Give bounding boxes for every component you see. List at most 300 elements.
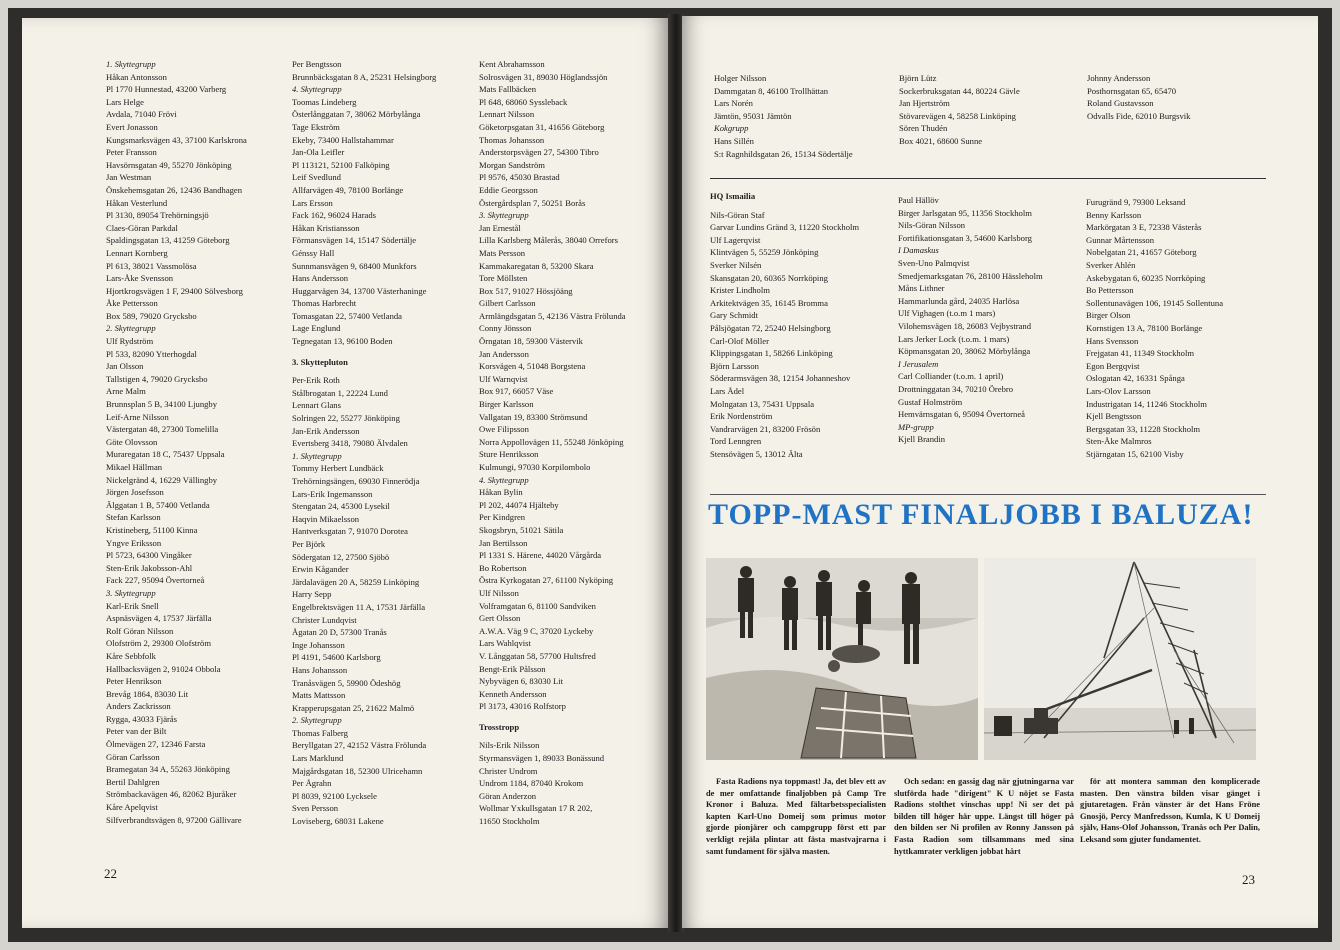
directory-entry: [292, 802, 472, 827]
entry-name: Christer Undrom: [479, 765, 538, 776]
entry-name: Sten-Erik Jakobsson-Ahl: [106, 562, 193, 573]
entry-name: Lennart Kornberg: [106, 247, 168, 258]
directory-entry: [292, 614, 472, 639]
entry-address: Söderarmsvägen 38, 12154 Johanneshov: [710, 373, 851, 384]
entry-address: Brevåg 1864, 83030 Lit: [106, 688, 189, 699]
entry-address: Pl 613, 38021 Vassmolösa: [106, 260, 197, 271]
directory-entry: [479, 247, 664, 272]
entry-address: Tegnegatan 13, 96100 Boden: [292, 336, 393, 347]
entry-address: Huggarvägen 34, 13700 Västerhaninge: [292, 285, 427, 296]
entry-name: Lars Helge: [106, 96, 144, 107]
directory-entry: [479, 790, 664, 815]
entry-address: Kammakaregatan 8, 53200 Skara: [479, 260, 594, 271]
directory-entry: [710, 259, 890, 284]
caption-text-3: för att montera samman den komplicerade masten. Den vänstra bilden visar gänget i gjutaretagen. Från vänster är det Hans Fröne Gnosjö, Percy Manfredsson, Kumla, K U Domeij själv, Hans-Olof Johansson, Tranås och Per Dalin, Leksand som gjuter fundamentet.: [1080, 777, 1260, 844]
directory-entry: [292, 488, 472, 513]
entry-address: Östra Kyrkogatan 27, 61100 Nyköping: [479, 575, 614, 586]
directory-entry: [292, 462, 472, 487]
caption-column-1: [706, 776, 886, 857]
group-heading: 2. Skyttegrupp: [292, 715, 342, 726]
entry-address: Avdala, 71040 Frövi: [106, 109, 177, 120]
entry-address: Klippingsgatan 1, 58266 Linköping: [710, 348, 833, 359]
entry-name: Håkan Kristiansson: [292, 222, 360, 233]
entry-address: Älggatan 1 B, 57400 Vetlanda: [106, 499, 210, 510]
entry-address: Skogsbryn, 51021 Sätila: [479, 524, 564, 535]
directory-entry: [292, 752, 472, 777]
entry-name: Stefan Karlsson: [106, 512, 161, 523]
entry-address: Stensövägen 5, 13012 Älta: [710, 448, 803, 459]
entry-address: Kristineberg, 51100 Kinna: [106, 524, 198, 535]
entry-name: Gustaf Holmström: [898, 396, 963, 407]
entry-name: Egon Bergqvist: [1086, 360, 1140, 371]
entry-name: Mats Persson: [479, 247, 526, 258]
directory-entry: [1086, 360, 1268, 385]
entry-name: Gunnar Mårtensson: [1086, 234, 1155, 245]
entry-name: Inge Johansson: [292, 639, 345, 650]
entry-address: Fack 162, 96024 Harads: [292, 210, 377, 221]
entry-address: Östergårdsplan 7, 50251 Borås: [479, 197, 586, 208]
entry-address: Skansgatan 20, 60365 Norrköping: [710, 272, 828, 283]
entry-address: Hallbacksvägen 2, 91024 Obbola: [106, 663, 221, 674]
group-heading: I Jerusalem: [898, 358, 939, 369]
entry-name: Håkan Bylin: [479, 487, 523, 498]
entry-name: Christer Lundqvist: [292, 614, 357, 625]
entry-address: Brunnsplan 5 B, 34100 Ljungby: [106, 399, 218, 410]
entry-address: Drottninggatan 34, 70210 Örebro: [898, 383, 1014, 394]
entry-name: Furugränd 9, 79300 Leksand: [1086, 197, 1186, 207]
entry-name: Sören Thudén: [899, 123, 948, 134]
entry-name: Lars Wahlqvist: [479, 638, 531, 649]
directory-entry: [899, 97, 1079, 122]
directory-entry: [710, 335, 890, 360]
caption-column-2: [894, 776, 1074, 857]
directory-entry: [1086, 435, 1268, 460]
directory-entry: [479, 423, 664, 448]
entry-address: Solrosvägen 31, 89030 Höglandssjön: [479, 71, 608, 82]
entry-name: Kjell Brandin: [898, 434, 946, 445]
entry-address: Fack 227, 95094 Övertorneå: [106, 575, 205, 586]
entry-address: Markörgatan 3 E, 72338 Västerås: [1086, 222, 1202, 233]
right-top-column-3: [1087, 72, 1267, 122]
entry-address: Hammarlunda gård, 24035 Harlösa: [898, 295, 1020, 306]
entry-address: Hjortkrogsvägen 1 F, 29400 Sölvesborg: [106, 285, 243, 296]
entry-address: Pl 8039, 92100 Lycksele: [292, 790, 377, 801]
directory-entry: [106, 71, 276, 96]
entry-name: Yngve Eriksson: [106, 537, 162, 548]
directory-entry: [106, 385, 276, 410]
directory-entry: [479, 159, 664, 184]
directory-entry: [292, 146, 472, 171]
entry-address: Arkitektvägen 35, 16145 Bromma: [710, 297, 828, 308]
entry-address: Brunnbäcksgatan 8 A, 25231 Helsingborg: [292, 71, 437, 82]
directory-entry: [479, 58, 664, 83]
entry-name: Göran Anderzon: [479, 790, 537, 801]
directory-entry: [898, 219, 1078, 244]
directory-entry: [898, 433, 1078, 446]
entry-name: Ulf Rydström: [106, 336, 154, 347]
entry-address: Oslogatan 42, 16331 Spånga: [1086, 373, 1185, 384]
entry-address: Vandrarvägen 21, 83200 Frösön: [710, 423, 821, 434]
entry-name: Håkan Antonsson: [106, 71, 167, 82]
section-heading: 3. Skyttepluton: [292, 356, 348, 367]
entry-address: Pl 202, 44074 Hjälteby: [479, 499, 559, 510]
entry-name: Jörgen Josefsson: [106, 487, 164, 498]
directory-entry: [479, 511, 664, 536]
group-heading: I Damaskus: [898, 245, 939, 256]
directory-entry: [292, 588, 472, 613]
entry-address: Förmansvägen 14, 15147 Södertälje: [292, 235, 417, 246]
entry-address: Garvar Lundins Gränd 3, 11220 Stockholm: [710, 222, 860, 233]
entry-address: Hantverksgatan 7, 91070 Dorotea: [292, 526, 408, 537]
entry-name: Lennart Glans: [292, 400, 341, 411]
group-heading: 1. Skyttegrupp: [106, 59, 156, 69]
entry-address: Box 4021, 68600 Sunne: [899, 135, 983, 146]
entry-address: Askebygatan 6, 60235 Norrköping: [1086, 272, 1206, 283]
entry-address: Västergatan 48, 27300 Tomelilla: [106, 424, 219, 435]
entry-address: Stjärngatan 15, 62100 Visby: [1086, 448, 1184, 459]
entry-address: Solringen 22, 55277 Jönköping: [292, 413, 400, 424]
entry-name: Roland Gustavsson: [1087, 98, 1154, 109]
section-heading: Trosstropp: [479, 721, 520, 732]
hq-column-2: [898, 194, 1078, 446]
entry-address: Styrmansvägen 1, 89033 Bonässund: [479, 753, 605, 764]
entry-name: Nils-Erik Nilsson: [479, 740, 540, 751]
entry-name: Hans Andersson: [292, 273, 349, 284]
entry-name: Carl-Olof Möller: [710, 335, 769, 346]
entry-name: Claes-Göran Parkdal: [106, 222, 178, 233]
directory-entry: [710, 284, 890, 309]
directory-entry: [479, 83, 664, 108]
entry-name: Lars Marklund: [292, 753, 344, 764]
entry-name: Peter Fransson: [106, 147, 157, 158]
entry-name: Matts Mattsson: [292, 690, 346, 701]
entry-address: Sunnmansvägen 9, 68400 Munkfors: [292, 260, 417, 271]
entry-name: Jan Bertilsson: [479, 537, 528, 548]
entry-name: Tommy Herbert Lundbäck: [292, 463, 384, 474]
entry-name: Björn Larsson: [710, 360, 759, 371]
entry-name: Kåre Sebbfolk: [106, 650, 156, 661]
entry-address: Anderstorpsvägen 27, 54300 Tibro: [479, 147, 599, 158]
entry-name: Birger Olson: [1086, 310, 1131, 321]
entry-address: Järdalavägen 20 A, 58259 Linköping: [292, 576, 420, 587]
entry-name: Leif Svedlund: [292, 172, 341, 183]
entry-address: Frejgatan 41, 11349 Stockholm: [1086, 348, 1195, 359]
entry-name: Per-Erik Roth: [292, 375, 340, 386]
entry-name: Peter Henrikson: [106, 676, 162, 687]
entry-name: Håkan Vesterlund: [106, 197, 168, 208]
directory-entry: [106, 335, 276, 360]
entry-address: Box 589, 79020 Grycksbo: [106, 310, 197, 321]
entry-address: V. Långgatan 58, 57700 Hultsfred: [479, 650, 596, 661]
entry-address: Spaldingsgatan 13, 41259 Göteborg: [106, 235, 230, 246]
directory-entry: [479, 815, 664, 828]
entry-name: Harry Sepp: [292, 589, 332, 600]
directory-entry: [106, 272, 276, 297]
entry-name: Lars Norén: [714, 98, 753, 109]
directory-entry: [479, 272, 664, 297]
left-column-3: [479, 58, 664, 828]
directory-entry: [710, 385, 890, 410]
directory-entry: [106, 461, 276, 486]
entry-name: Bo Pettersson: [1086, 285, 1134, 296]
entry-address: Jämtön, 95031 Jämtön: [714, 110, 792, 121]
entry-address: Tallstigen 4, 79020 Grycksbo: [106, 373, 208, 384]
entry-name: Arne Malm: [106, 386, 146, 397]
directory-entry: [899, 72, 1079, 97]
entry-address: Bramegatan 34 A, 55263 Jönköping: [106, 764, 230, 775]
entry-name: Per Björk: [292, 538, 326, 549]
entry-name: Jan Ernestål: [479, 222, 521, 233]
entry-address: Hemvärnsgatan 6, 95094 Övertorneå: [898, 409, 1025, 420]
entry-name: Mikael Hällman: [106, 462, 163, 472]
entry-name: Génssy Hall: [292, 247, 335, 258]
entry-address: A.W.A. Väg 9 C, 37020 Lyckeby: [479, 625, 594, 636]
entry-address: Södergatan 12, 27500 Sjöbö: [292, 551, 390, 562]
entry-address: Odvalls Fide, 62010 Burgsvik: [1087, 110, 1191, 121]
directory-entry: [106, 725, 276, 750]
entry-name: Bengt-Erik Pålsson: [479, 663, 546, 674]
entry-address: Box 517, 91027 Hössjöäng: [479, 285, 573, 296]
entry-address: Göketorpsgatan 31, 41656 Göteborg: [479, 121, 605, 132]
directory-entry: [292, 399, 472, 424]
entry-name: Göran Carlsson: [106, 751, 160, 762]
entry-address: Vallgatan 19, 83300 Strömsund: [479, 411, 588, 422]
directory-entry: [292, 297, 472, 322]
entry-address: 11650 Stockholm: [479, 816, 540, 827]
caption-column-3: [1080, 776, 1260, 846]
directory-entry: [479, 612, 664, 637]
entry-name: Jan Andersson: [479, 348, 529, 359]
entry-name: Krister Lindholm: [710, 285, 770, 296]
entry-address: Rygga, 43033 Fjärås: [106, 713, 178, 724]
entry-address: Dammgatan 8, 46100 Trollhättan: [714, 85, 829, 96]
entry-address: Norra Appollovägen 11, 55248 Jönköping: [479, 436, 624, 447]
directory-entry: [1086, 335, 1268, 360]
directory-entry: [292, 727, 472, 752]
group-heading: 2. Skyttegrupp: [106, 323, 156, 334]
directory-entry: [1086, 385, 1268, 410]
directory-entry: [898, 307, 1078, 332]
entry-address: Kungsmarksvägen 43, 37100 Karlskrona: [106, 134, 247, 145]
directory-entry: [292, 639, 472, 664]
directory-entry: [292, 322, 472, 347]
directory-entry: [479, 322, 664, 347]
directory-entry: [106, 360, 276, 385]
entry-name: Lage Englund: [292, 323, 341, 334]
entry-name: Thomas Harbrecht: [292, 298, 357, 309]
entry-name: Sture Henriksson: [479, 449, 539, 460]
directory-entry: [898, 257, 1078, 282]
directory-entry: [479, 348, 664, 373]
entry-address: Box 917, 66057 Väse: [479, 386, 554, 397]
directory-entry: [710, 435, 890, 460]
entry-address: Tranåsvägen 5, 59900 Ödeshög: [292, 677, 401, 688]
entry-name: Per Ågrahn: [292, 778, 332, 789]
entry-name: Lars-Olov Larsson: [1086, 385, 1151, 396]
entry-address: Majgårdsgatan 18, 52300 Ulricehamn: [292, 765, 423, 776]
directory-entry: [710, 234, 890, 259]
entry-name: Sven-Uno Palmqvist: [898, 257, 970, 268]
directory-entry: [479, 448, 664, 473]
entry-name: Paul Hällöv: [898, 195, 939, 205]
entry-name: Lars-Åke Svensson: [106, 273, 174, 284]
entry-address: Industrigatan 14, 11246 Stockholm: [1086, 398, 1207, 409]
entry-name: Tord Lenngren: [710, 436, 762, 447]
entry-name: Sverker Ahlén: [1086, 259, 1136, 270]
entry-name: Jan Westman: [106, 172, 152, 183]
entry-address: Trehörningsängen, 69030 Finnerödja: [292, 476, 420, 486]
directory-entry: [714, 97, 894, 122]
entry-address: Sockerbruksgatan 44, 80224 Gävle: [899, 85, 1020, 96]
entry-address: Havsörnsgatan 49, 55270 Jönköping: [106, 159, 232, 170]
entry-name: Gilbert Carlsson: [479, 298, 536, 309]
entry-address: Bergsgatan 33, 11228 Stockholm: [1086, 423, 1201, 434]
entry-name: Gary Schmidt: [710, 310, 758, 321]
entry-address: Stengatan 24, 45300 Lysekil: [292, 501, 390, 512]
directory-entry: [479, 108, 664, 133]
group-heading: 4. Skyttegrupp: [292, 84, 342, 95]
entry-name: Johnny Andersson: [1087, 73, 1151, 83]
directory-entry: [479, 184, 664, 209]
entry-address: Ölmevägen 27, 12346 Farsta: [106, 739, 206, 750]
entry-address: Klintvägen 5, 55259 Jönköping: [710, 247, 819, 258]
directory-entry: [106, 171, 276, 196]
directory-entry: [106, 801, 276, 826]
entry-address: Kulmungi, 97030 Korpilombolo: [479, 462, 591, 472]
entry-name: Nils-Göran Staf: [710, 209, 765, 220]
directory-entry: [106, 436, 276, 461]
entry-name: Jan-Erik Andersson: [292, 425, 360, 436]
directory-entry: [1086, 309, 1268, 334]
entry-address: Österlånggatan 7, 38062 Mörbylånga: [292, 109, 421, 120]
directory-entry: [1086, 196, 1268, 209]
directory-entry: [292, 563, 472, 588]
entry-address: Ågatan 20 D, 57300 Tranås: [292, 627, 387, 638]
left-column-1: [106, 58, 276, 826]
group-heading: 3. Skyttegrupp: [479, 210, 529, 221]
directory-entry: [710, 209, 890, 234]
directory-entry: [710, 309, 890, 334]
directory-entry: [292, 171, 472, 196]
directory-entry: [106, 776, 276, 801]
directory-entry: [106, 222, 276, 247]
entry-address: Engelbrektsvägen 11 A, 17531 Järfälla: [292, 601, 426, 612]
directory-entry: [106, 121, 276, 146]
entry-name: Tage Ekström: [292, 121, 340, 132]
directory-entry: [479, 562, 664, 587]
entry-address: Önskehemsgatan 26, 12436 Bandhagen: [106, 184, 243, 195]
directory-entry: [479, 739, 664, 764]
entry-name: Tore Möllsten: [479, 273, 528, 284]
directory-entry: [292, 425, 472, 450]
directory-entry: [1087, 97, 1267, 122]
entry-address: Evertsberg 3418, 79080 Älvdalen: [292, 438, 408, 449]
entry-address: Pl 3173, 43016 Rolfstorp: [479, 701, 566, 712]
directory-entry: [106, 675, 276, 700]
directory-entry: [106, 96, 276, 121]
directory-entry: [1086, 259, 1268, 284]
directory-entry: [106, 625, 276, 650]
entry-name: Holger Nilsson: [714, 73, 767, 83]
entry-address: Krapperupsgatan 25, 21622 Malmö: [292, 702, 415, 713]
entry-name: Kåre Apelqvist: [106, 802, 158, 813]
directory-entry: [1086, 234, 1268, 259]
directory-entry: [292, 689, 472, 714]
entry-name: Conny Jönsson: [479, 323, 532, 334]
entry-name: Göte Olovsson: [106, 436, 158, 447]
entry-name: Sten-Åke Malmros: [1086, 436, 1152, 447]
entry-address: Loviseberg, 68031 Lakene: [292, 816, 384, 827]
entry-address: Posthornsgatan 65, 65470: [1087, 85, 1177, 96]
entry-address: Beryllgatan 27, 42152 Västra Frölunda: [292, 740, 427, 751]
entry-address: S:t Ragnhildsgatan 26, 15134 Södertälje: [714, 148, 853, 159]
entry-name: Morgan Sandström: [479, 159, 545, 170]
entry-address: Stövarevägen 4, 58258 Linköping: [899, 110, 1016, 121]
entry-address: Olofström 2, 29300 Olofström: [106, 638, 212, 649]
caption-text-1: Fasta Radions nya toppmast! Ja, det blev ett av de mer omfattande finaljobben på Camp Tre Kronor i Baluza. Med fältarbetsspecialisten kapten Karl-Uno Domeij som primus motor gjorde pionjärer och campgrupp först ett par verkligt rejäla plintar att fästa mastvajrarna i samt fundament för själva masten.: [706, 777, 886, 856]
entry-address: Pl 113121, 52100 Falköping: [292, 159, 390, 170]
entry-name: Lars Jerker Lock (t.o.m. 1 mars): [898, 333, 1010, 344]
directory-entry: [106, 197, 276, 222]
entry-name: Lars Ådel: [710, 385, 745, 396]
entry-name: Erik Nordenström: [710, 411, 773, 422]
entry-name: Rolf Göran Nilsson: [106, 625, 174, 636]
entry-address: Undrom 1184, 87040 Krokom: [479, 778, 584, 789]
entry-name: Karl-Erik Snell: [106, 600, 159, 611]
directory-entry: [898, 333, 1078, 358]
hq-column-3: [1086, 196, 1268, 460]
directory-entry: [714, 135, 894, 160]
directory-entry: [1086, 284, 1268, 309]
left-column-2: [292, 58, 472, 828]
entry-name: Per Bengtsson: [292, 59, 342, 69]
directory-entry: [292, 197, 472, 222]
section-divider: [710, 178, 1266, 179]
entry-name: Kent Abrahamsson: [479, 59, 545, 69]
entry-name: Ulf Vighagen (t.o.m 1 mars): [898, 308, 996, 319]
entry-address: Pl 1770 Hunnestad, 43200 Varberg: [106, 84, 227, 95]
entry-address: Korsvägen 4, 51048 Borgstena: [479, 361, 586, 372]
entry-name: Björn Lütz: [899, 73, 937, 83]
directory-entry: [479, 688, 664, 713]
directory-entry: [106, 511, 276, 536]
headline-divider: [710, 494, 1266, 495]
entry-name: Peter van der Bilt: [106, 726, 167, 737]
article-headline: TOPP-MAST FINALJOBB I BALUZA!: [708, 498, 1254, 531]
entry-name: Mats Fallbäcken: [479, 84, 537, 95]
caption-text-2: Och sedan: en gassig dag när gjutningarna var slutförda hade "dirigent" K U nöjet se Fasta Radions stolthet vinschas upp! Ni ser det på bilden till höger här uppe. Längst till höger på den bilden ser Ni profilen av Ronny Jansson på Fasta Radion som tillsammans med sina hyttkamrater verkligen jobbat hårt: [894, 777, 1074, 856]
directory-entry: [106, 537, 276, 562]
entry-name: Hans Sillén: [714, 135, 754, 146]
entry-name: Leif-Arne Nilsson: [106, 411, 169, 422]
right-top-column-2: [899, 72, 1079, 148]
directory-entry: [479, 663, 664, 688]
directory-entry: [479, 637, 664, 662]
entry-name: Anders Zackrisson: [106, 701, 171, 712]
entry-name: Eddie Georgsson: [479, 184, 538, 195]
directory-entry: [292, 247, 472, 272]
directory-entry: [292, 538, 472, 563]
entry-name: Jan Olsson: [106, 361, 144, 372]
directory-entry: [292, 272, 472, 297]
directory-entry: [898, 194, 1078, 219]
directory-entry: [106, 411, 276, 436]
photo-casting-foundation: [706, 558, 978, 760]
entry-address: Aspnäsvägen 4, 17537 Järfälla: [106, 613, 212, 624]
entry-address: Muraregatan 18 C, 75437 Uppsala: [106, 449, 225, 460]
directory-entry: [292, 664, 472, 689]
entry-address: Pl 4191, 54600 Karlsborg: [292, 652, 381, 663]
